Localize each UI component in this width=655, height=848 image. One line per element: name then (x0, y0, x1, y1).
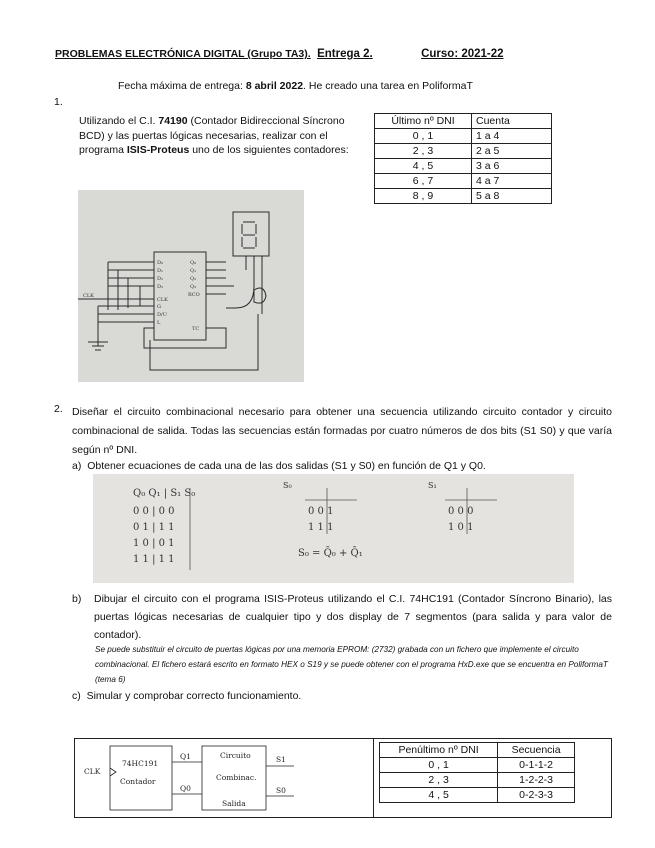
problem-2-intro: Diseñar el circuito combinacional necesario para obtener una secuencia utilizando circuito contador y circuito combinacional de salida. Todas las secuencias están formadas por cuatro números de dos bits (S1 S0) y que varía según nº DNI. (72, 406, 612, 456)
svg-text:S₁: S₁ (428, 481, 437, 490)
svg-text:74HC191: 74HC191 (122, 759, 159, 768)
svg-text:Salida: Salida (222, 799, 246, 808)
part-b-note: Se puede substituir el circuito de puertas lógicas por una memoria EPROM: (2732) grabada con un fichero que implemente el circuito combinacional. El fichero estará escrito en formato HEX o S19 y se puede obtener con el programa HxD.exe que se encuentra en PoliformaT (tema 6) (95, 645, 608, 684)
table-row: 0 , 1 0-1-1-2 (380, 758, 575, 773)
svg-text:Q0: Q0 (180, 784, 191, 793)
svg-text:S0: S0 (276, 786, 286, 795)
svg-text:Q₀: Q₀ (190, 260, 197, 266)
svg-text:1 1 | 1 1: 1 1 | 1 1 (133, 554, 175, 565)
deadline-date: 8 abril 2022 (245, 80, 304, 92)
diagram-clk: CLK (84, 767, 101, 776)
table-row: 2 , 3 2 a 5 (375, 144, 552, 159)
svg-text:G: G (157, 304, 161, 310)
problem-2-number: 2. (54, 403, 63, 415)
table-header: Último nº DNI (375, 114, 472, 129)
karnaugh-sketch (93, 474, 574, 583)
table-row: 4 , 5 0-2-3-3 (380, 788, 575, 803)
counter-block-diagram (76, 740, 372, 816)
counter-circuit-sketch (78, 190, 304, 382)
truth-table-header: Q₀ Q₁ | S₁ S₀ (133, 488, 196, 499)
svg-text:D₂: D₂ (157, 276, 164, 282)
svg-text:0 0 1: 0 0 1 (308, 506, 334, 517)
circuit-sketch-photo (78, 190, 304, 382)
svg-text:RCO: RCO (188, 292, 200, 298)
sketch-clk-label: CLK (83, 293, 94, 299)
part-b: b) Dibujar el circuito con el programa ISIS-Proteus utilizando el C.I. 74HC191 (Contador Síncrono Binario), las puertas lógicas necesarias de cualquier tipo y dos display de 7 segmentos (para salida y para valor de contador). (72, 593, 612, 641)
svg-text:S₀: S₀ (283, 481, 292, 490)
svg-text:D₁: D₁ (157, 268, 164, 274)
table-row: 2 , 3 1-2-2-3 (380, 773, 575, 788)
svg-text:CLK: CLK (157, 297, 168, 303)
s0-equation: S₀ = Q̄₀ + Q̄₁ (298, 548, 363, 559)
svg-text:Q₂: Q₂ (190, 276, 197, 282)
table-row: 4 , 5 3 a 6 (375, 159, 552, 174)
svg-text:TC: TC (192, 326, 200, 332)
svg-text:D₀: D₀ (157, 260, 164, 266)
page-header (55, 48, 504, 60)
svg-text:1 0 | 0 1: 1 0 | 0 1 (133, 538, 175, 549)
table-row: 6 , 7 4 a 7 (375, 174, 552, 189)
svg-text:Circuito: Circuito (220, 751, 251, 760)
doc-title: PROBLEMAS ELECTRÓNICA DIGITAL (Grupo TA3). (55, 48, 311, 60)
svg-text:S1: S1 (276, 755, 286, 764)
svg-text:1 1 1: 1 1 1 (308, 522, 334, 533)
svg-text:0 0 0: 0 0 0 (448, 506, 474, 517)
svg-text:Contador: Contador (120, 777, 156, 786)
svg-text:Q₁: Q₁ (190, 268, 197, 274)
svg-text:1 0 1: 1 0 1 (448, 522, 474, 533)
svg-text:D₃: D₃ (157, 284, 164, 290)
entrega-label: Entrega 2. (317, 48, 373, 60)
svg-text:0 0 | 0 0: 0 0 | 0 0 (133, 506, 175, 517)
table-header: Secuencia (498, 743, 575, 758)
table-header: Cuenta (472, 114, 552, 129)
curso-label: Curso: 2021-22 (421, 48, 504, 60)
svg-text:0 1 | 1 1: 0 1 | 1 1 (133, 522, 175, 533)
table-row: 8 , 9 5 a 8 (375, 189, 552, 204)
problem-1-text: Utilizando el C.I. 74190 (Contador Bidireccional Síncrono BCD) y las puertas lógicas necesarias, realizar con el programa ISIS-Proteus uno de los siguientes contadores: (79, 115, 349, 156)
svg-text:Q₃: Q₃ (190, 284, 197, 290)
sequence-table (379, 742, 575, 803)
dni-count-table (374, 113, 552, 204)
svg-text:L: L (157, 320, 161, 326)
svg-text:Combinac.: Combinac. (216, 773, 257, 782)
svg-text:Q1: Q1 (180, 752, 191, 761)
part-c: c) Simular y comprobar correcto funcionamiento. (72, 690, 302, 702)
part-a: a) Obtener ecuaciones de cada una de las dos salidas (S1 y S0) en función de Q1 y Q0. (72, 460, 486, 472)
handwritten-equations-photo (93, 474, 574, 583)
deadline-line: Fecha máxima de entrega: 8 abril 2022. He creado una tarea en PoliformaT (118, 80, 473, 92)
svg-text:D/U: D/U (157, 312, 167, 318)
problem-1-number: 1. (54, 96, 63, 108)
table-header: Penúltimo nº DNI (380, 743, 498, 758)
table-row: 0 , 1 1 a 4 (375, 129, 552, 144)
